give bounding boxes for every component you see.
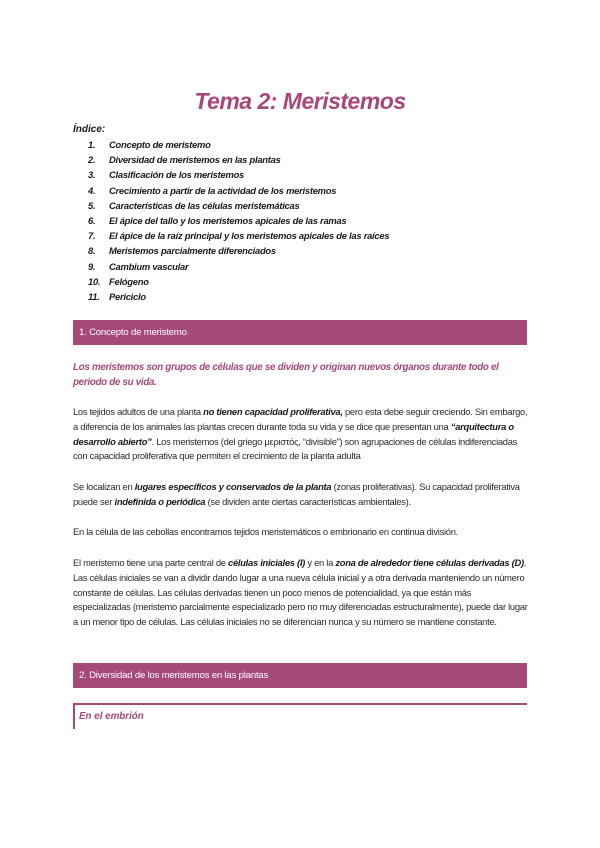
toc-text: Cambium vascular <box>109 260 189 272</box>
paragraph: El meristemo tiene una parte central de células iniciales (I) y en la zona de alrededor tiene células derivadas (D). Las células iniciales se van a dividir dando lugar a una nueva célula inicial y a otra derivada manteniendo un número constante de células. Las células derivadas tienen un poco menos de potencialidad, ya que están más especializadas (meristemo parcialmente especializado pero no muy diferenciadas estructuralmente), puede dar lugar a un menor tipo de células. Las células iniciales no se diferencian nunca y su número se mantiene constante. <box>73 557 528 628</box>
toc-text: Características de las células meristemáticas <box>109 199 300 211</box>
toc-number: 11. <box>88 290 100 302</box>
toc-number: 5. <box>88 199 96 211</box>
section-heading-1: 1. Concepto de meristemo <box>73 320 527 345</box>
toc-text: Crecimiento a partir de la actividad de los meristemos <box>109 184 337 196</box>
emphasis: células iniciales (I) <box>228 557 306 568</box>
toc-item <box>88 291 389 306</box>
toc-number: 1. <box>88 139 96 150</box>
toc-item <box>88 154 389 169</box>
page-title: Tema 2: Meristemos <box>194 88 406 114</box>
toc-item <box>88 200 389 215</box>
toc-number: 9. <box>88 260 96 272</box>
table-of-contents <box>88 139 389 306</box>
toc-text: Meristemos parcialmente diferenciados <box>109 245 276 257</box>
toc-item <box>88 230 389 245</box>
toc-text: El ápice del tallo y los meristemos apicales de las ramas <box>109 214 347 226</box>
toc-number: 3. <box>88 169 96 181</box>
toc-item <box>88 261 389 276</box>
emphasis: indefinida o periódica <box>114 495 206 507</box>
toc-number: 6. <box>88 214 96 226</box>
section-lead: Los meristemos son grupos de células que se dividen y originan nuevos órganos durante todo el periodo de su vida. <box>73 362 499 388</box>
emphasis: zona de alrededor tiene células derivadas (D) <box>335 557 524 568</box>
subsection-heading: En el embrión <box>73 703 527 729</box>
paragraph: Se localizan en lugares específicos y conservados de la planta (zonas proliferativas). Su capacidad proliferativa puede ser indefinida o periódica (se dividen ante ciertas características ambientales). <box>73 481 520 507</box>
toc-text: Felógeno <box>109 275 149 287</box>
paragraph: Los tejidos adultos de una planta no tienen capacidad proliferativa, pero esta debe seguir creciendo. Sin embargo, a diferencia de los animales las plantas crecen durante toda su vida y se dice que presentan una “arquitectura o desarrollo abierto”. Los meristemos (del griego μεριστός, “divisible”) son agrupaciones de células indiferenciadas con capacidad proliferativa que permiten el crecimiento de la planta adulta <box>73 406 528 462</box>
toc-item <box>88 185 389 200</box>
toc-item <box>88 276 389 291</box>
index-label: Índice: <box>73 124 106 135</box>
toc-text: Clasificación de los meristemos <box>109 169 245 181</box>
toc-item <box>88 139 389 154</box>
toc-number: 4. <box>88 184 96 196</box>
toc-text: Periciclo <box>109 290 146 302</box>
toc-text: Concepto de meristemo <box>109 139 211 150</box>
toc-number: 7. <box>88 230 96 242</box>
toc-number: 8. <box>88 245 96 257</box>
paragraph: En la célula de las cebollas encontramos tejidos meristemáticos o embrionario en continua división. <box>73 526 458 537</box>
toc-item <box>88 215 389 230</box>
emphasis: lugares específicos y conservados de la planta <box>134 481 332 492</box>
emphasis: no tienen capacidad proliferativa, <box>203 406 343 417</box>
toc-text: Diversidad de meristemos en las plantas <box>109 154 281 166</box>
emphasis: “arquitectura o desarrollo abierto” <box>73 420 514 447</box>
toc-number: 2. <box>88 154 96 166</box>
section-heading-2: 2. Diversidad de los meristemos en las plantas <box>73 663 527 688</box>
toc-text: El ápice de la raíz principal y los meristemos apicales de las raíces <box>109 230 390 242</box>
toc-item <box>88 245 389 260</box>
toc-number: 10. <box>88 275 101 287</box>
toc-item <box>88 169 389 184</box>
